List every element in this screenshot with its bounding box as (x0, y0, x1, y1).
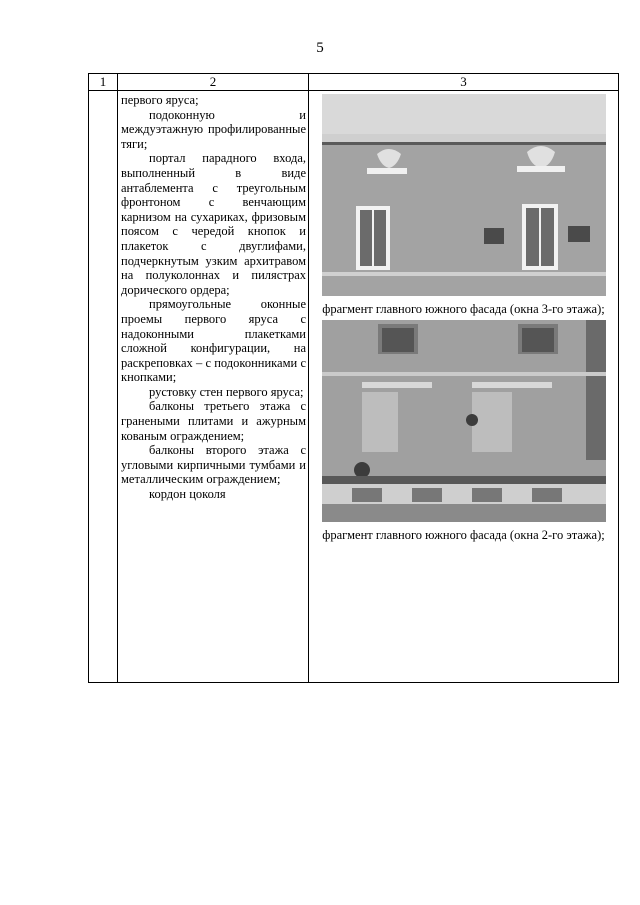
elements-list (118, 91, 308, 502)
element-item: кордон цоколя (149, 487, 226, 502)
monument-elements-table (88, 73, 619, 683)
elements-description-cell (118, 91, 309, 683)
photo-caption-3rd-floor: фрагмент главного южного фасада (окна 3-го этажа); (322, 302, 605, 316)
column-header-1: 1 (89, 74, 118, 91)
facade-photo-3rd-floor (322, 94, 606, 296)
table-header-row (89, 74, 619, 91)
element-item: балконы третьего этажа с гранеными плитами и ажурным кованым ограждением; (121, 399, 306, 443)
column-header-2: 2 (118, 74, 309, 91)
page-number: 5 (316, 40, 324, 56)
photos-cell (309, 91, 619, 683)
column-header-3: 3 (309, 74, 619, 91)
row-number-cell (89, 91, 118, 683)
facade-photo-2nd-floor (322, 320, 606, 522)
element-item: прямоугольные оконные проемы первого яруса с надоконными плакетками сложной конфигурации, на раскреповках – с подоконниками с кнопками; (121, 297, 306, 385)
element-item: рустовку стен первого яруса; (149, 384, 304, 399)
element-item: первого яруса; (121, 93, 199, 107)
photo-caption-2nd-floor: фрагмент главного южного фасада (окна 2-го этажа); (322, 528, 605, 542)
element-item: балконы второго этажа с угловыми кирпичными тумбами и металлическим ограждением; (121, 443, 306, 487)
element-item: подоконную и междуэтажную профилированные тяги; (121, 107, 306, 151)
element-item: портал парадного входа, выполненный в виде антаблемента с треугольным фронтоном с венчающим карнизом на сухариках, фризовым поясом с чередой кнопок и плакеток с двуглифами, подчеркнутым узким архитравом на полуколоннах и пилястрах дорического ордера; (121, 151, 306, 297)
table-body-row (89, 91, 619, 683)
